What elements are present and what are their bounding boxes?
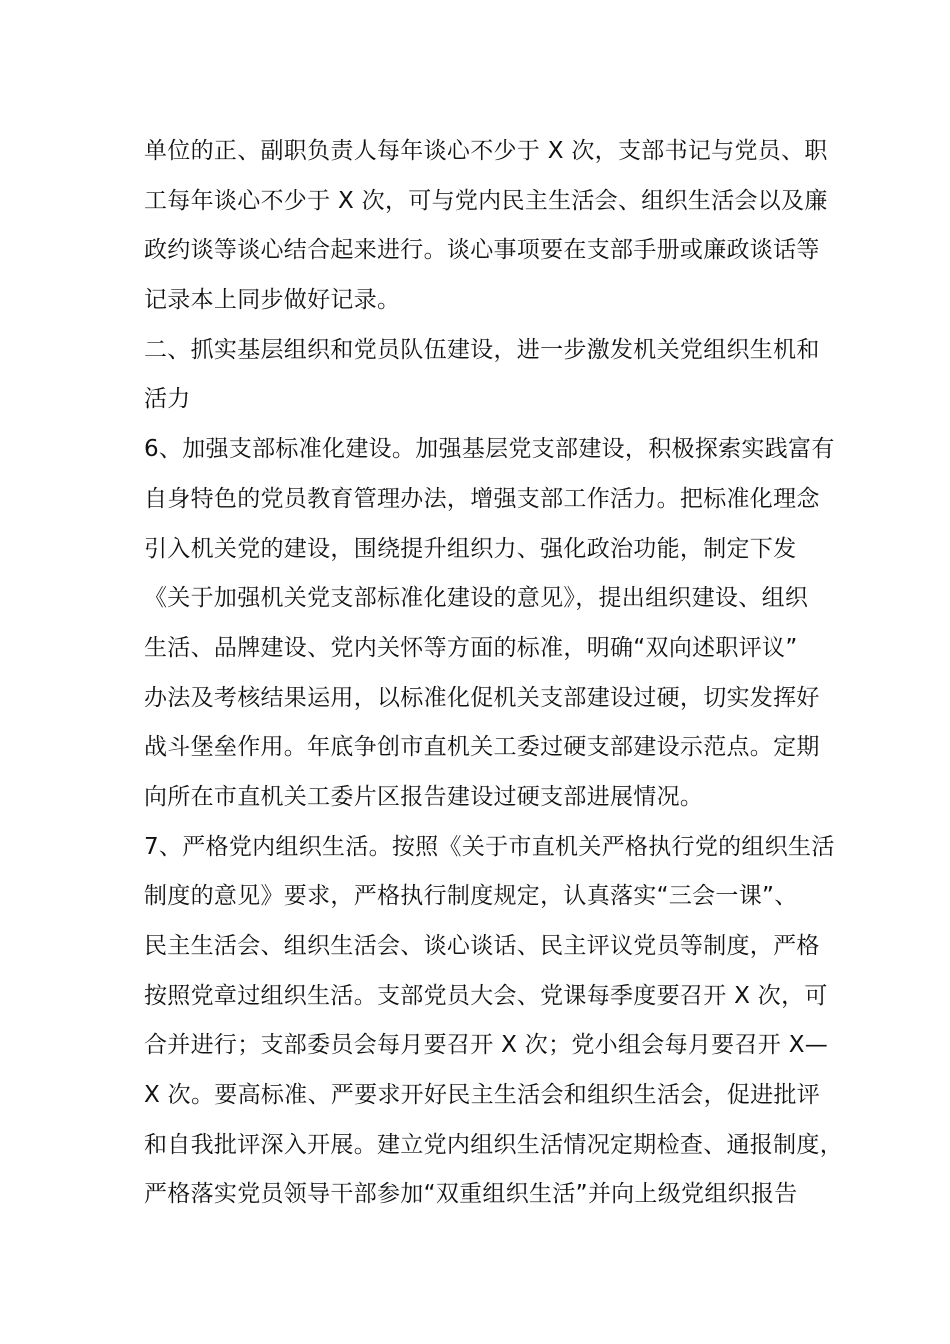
text-line: 按照党章过组织生活。支部党员大会、党课每季度要召开 X 次，可: [144, 982, 828, 1009]
text-line: 和自我批评深入开展。建立党内组织生活情况定期检查、通报制度，: [144, 1131, 843, 1158]
text-line: 单位的正、副职负责人每年谈心不少于 X 次，支部书记与党员、职: [144, 138, 828, 164]
text-line: 合并进行；支部委员会每月要召开 X 次；党小组会每月要召开 X—: [144, 1032, 829, 1059]
text-line: 办法及考核结果运用，以标准化促机关支部建设过硬，切实发挥好: [144, 684, 820, 711]
text-line: 7、严格党内组织生活。按照《关于市直机关严格执行党的组织生活: [144, 833, 835, 860]
document-body: [144, 127, 843, 1220]
text-line: 制度的意见》要求，严格执行制度规定，认真落实“三会一课”、: [144, 883, 798, 910]
text-line: 《关于加强机关党支部标准化建设的意见》，提出组织建设、组织: [144, 585, 809, 612]
text-line: 民主生活会、组织生活会、谈心谈话、民主评议党员等制度，严格: [144, 933, 820, 959]
text-line: 战斗堡垒作用。年底争创市直机关工委过硬支部建设示范点。定期: [144, 734, 820, 761]
text-line: 生活、品牌建设、党内关怀等方面的标准，明确“双向述职评议”: [144, 634, 798, 661]
text-line: 自身特色的党员教育管理办法，增强支部工作活力。把标准化理念: [144, 485, 820, 512]
text-line: 6、加强支部标准化建设。加强基层党支部建设，积极探索实践富有: [144, 436, 835, 463]
section-heading-line: 二、抓实基层组织和党员队伍建设，进一步激发机关党组织生机和: [144, 336, 820, 363]
text-line: 记录本上同步做好记录。: [144, 287, 401, 314]
text-line: 政约谈等谈心结合起来进行。谈心事项要在支部手册或廉政谈话等: [144, 237, 820, 264]
text-line: 引入机关党的建设，围绕提升组织力、强化政治功能，制定下发: [144, 535, 797, 562]
text-line: 工每年谈心不少于 X 次，可与党内民主生活会、组织生活会以及廉: [144, 187, 828, 214]
text-line: 严格落实党员领导干部参加“双重组织生活”并向上级党组织报告: [144, 1181, 798, 1208]
text-line: X 次。要高标准、严要求开好民主生活会和组织生活会，促进批评: [144, 1082, 821, 1109]
text-line: 向所在市直机关工委片区报告建设过硬支部进展情况。: [144, 783, 704, 810]
section-heading-line: 活力: [144, 386, 191, 413]
